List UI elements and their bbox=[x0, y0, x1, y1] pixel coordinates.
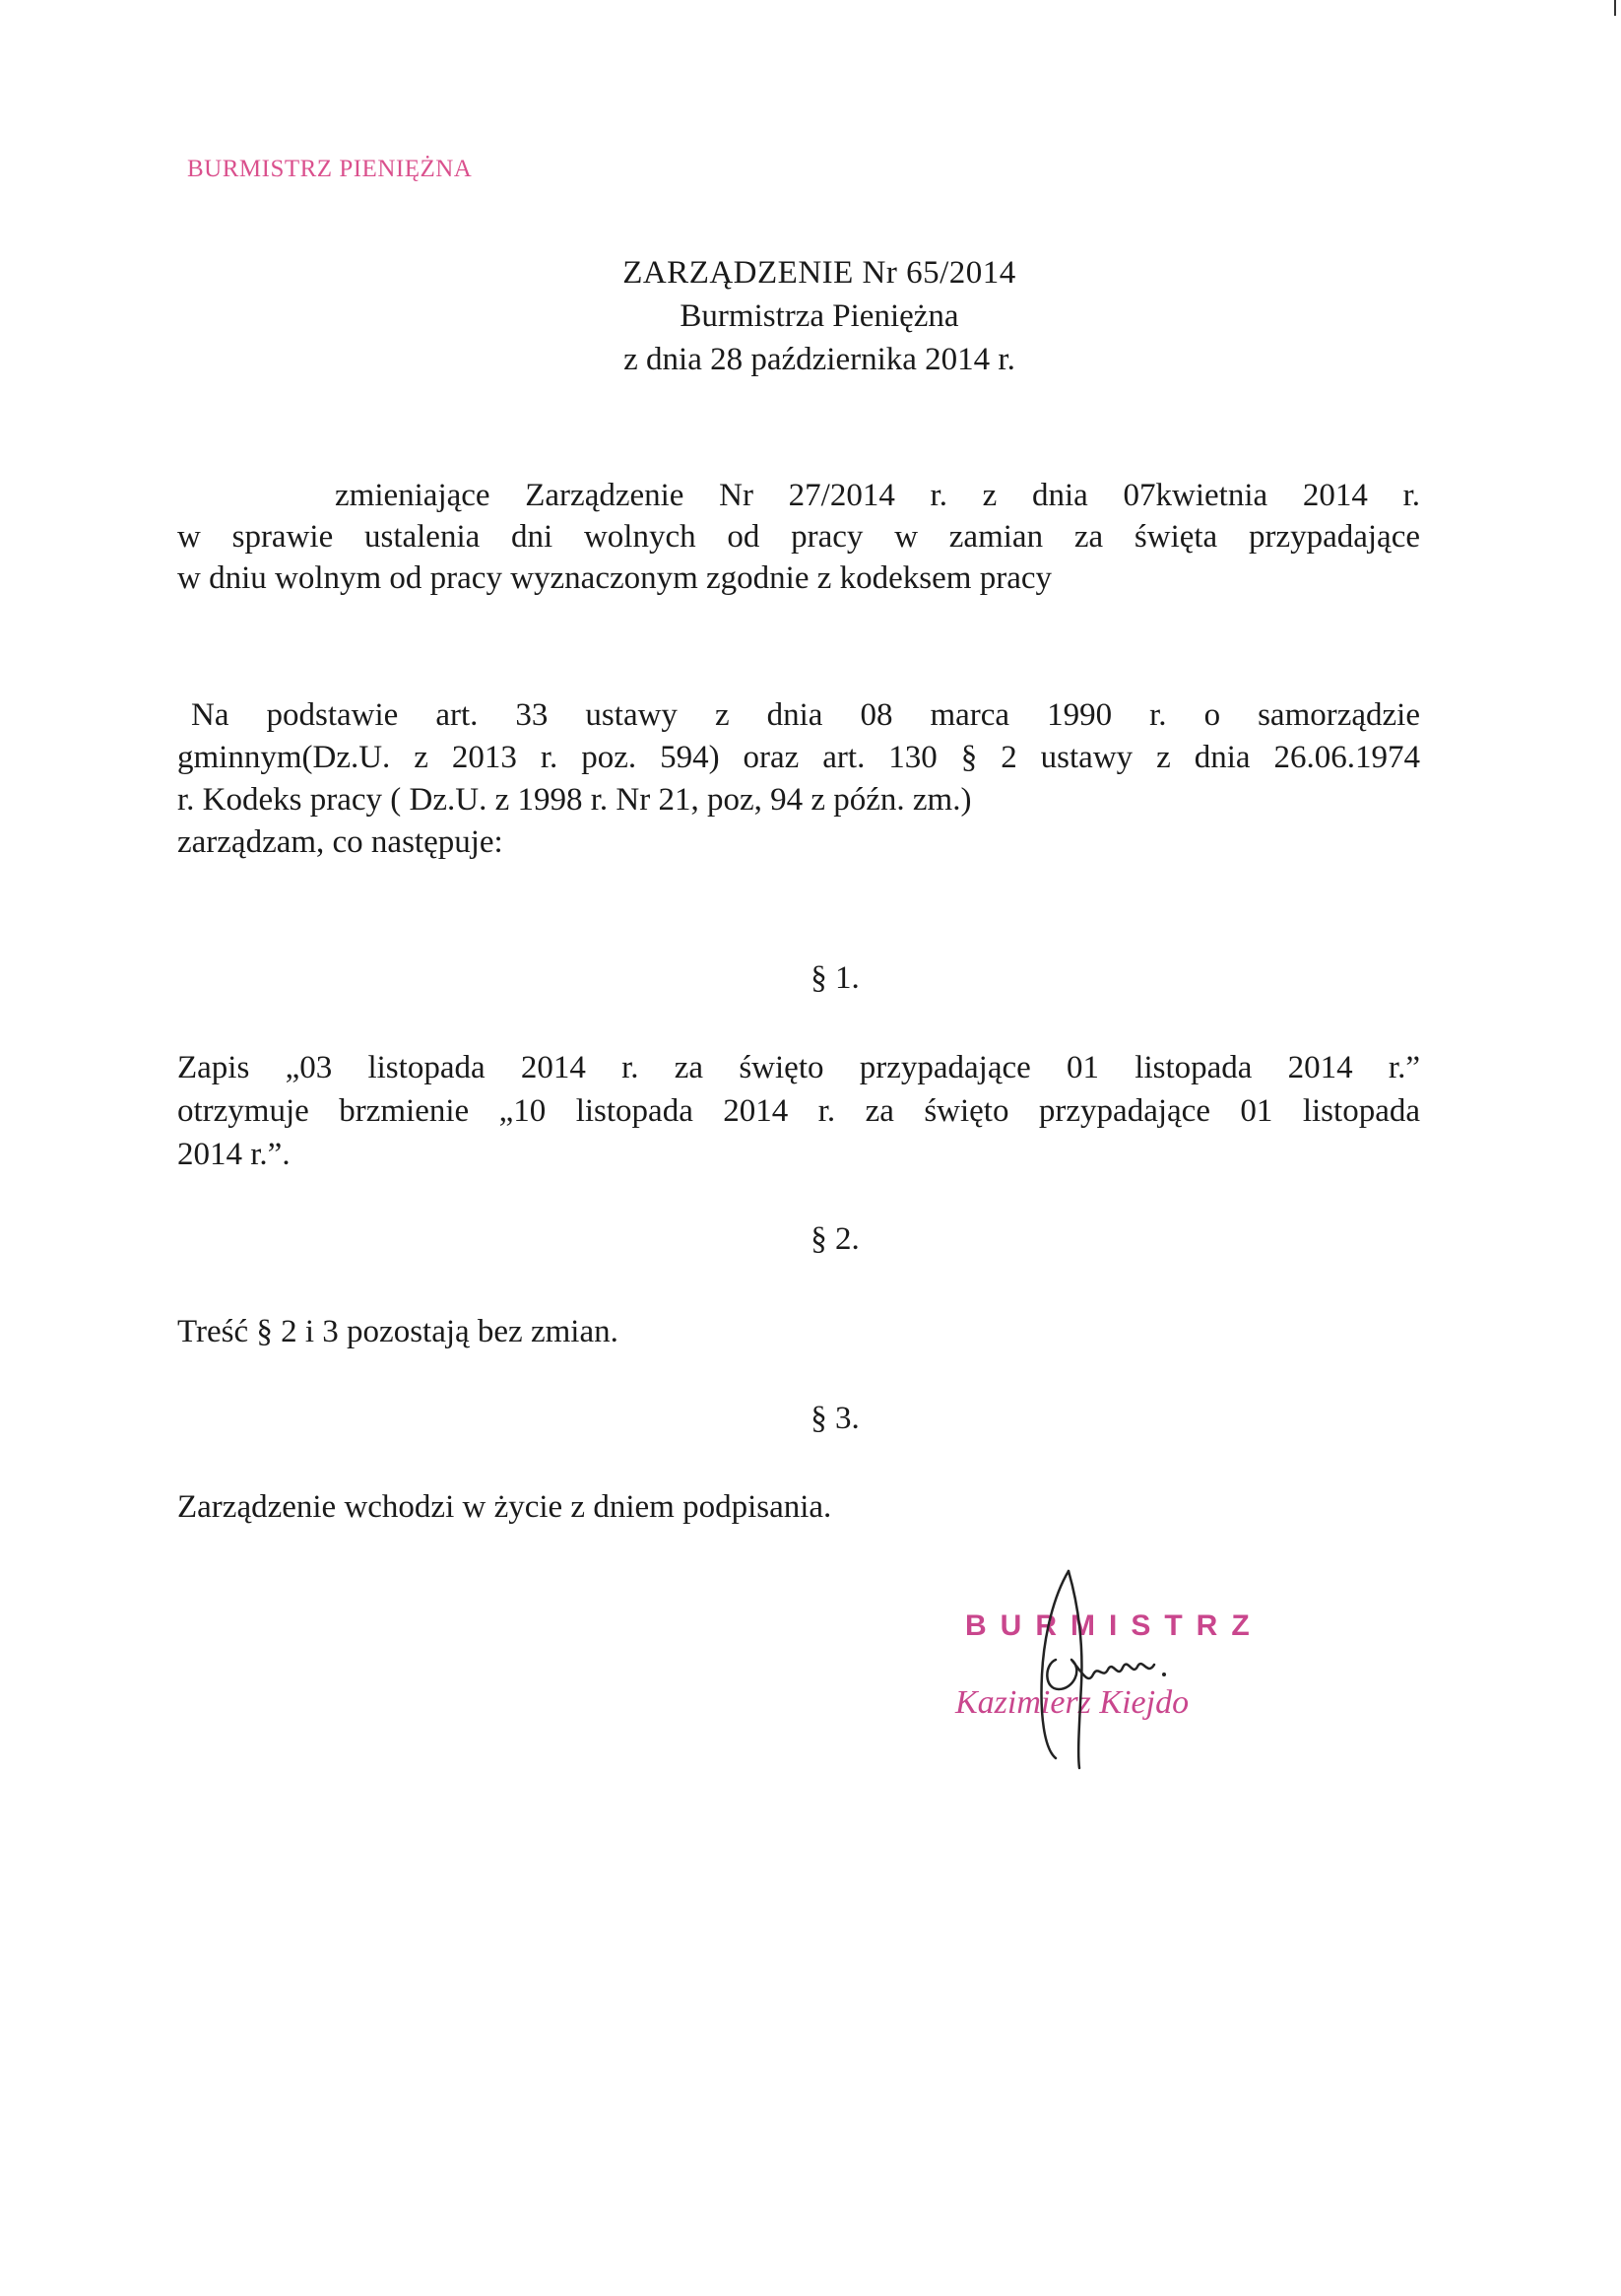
section-2-text bbox=[177, 1310, 1420, 1353]
section-1-text bbox=[177, 1046, 1420, 1176]
subject-line-2: w sprawie ustalenia dni wolnych od pracy w zamian za święta przypadające bbox=[177, 519, 1420, 555]
basis-line-3: r. Kodeks pracy ( Dz.U. z 1998 r. Nr 21, poz, 94 z późn. zm.) bbox=[177, 782, 972, 818]
basis-line-2: gminnym(Dz.U. z 2013 r. poz. 594) oraz art. 130 § 2 ustawy z dnia 26.06.1974 bbox=[177, 740, 1420, 775]
section-1-line-3: 2014 r.”. bbox=[177, 1137, 291, 1172]
section-3-line-1: Zarządzenie wchodzi w życie z dniem podpisania. bbox=[177, 1489, 832, 1525]
signature-stamp bbox=[945, 1566, 1264, 1783]
subject-line-3: w dniu wolnym od pracy wyznaczonym zgodnie z kodeksem pracy bbox=[177, 560, 1052, 596]
section-2-mark: § 2. bbox=[810, 1221, 860, 1257]
section-1-line-2: otrzymuje brzmienie „10 listopada 2014 r. za święto przypadające 01 listopada bbox=[177, 1093, 1420, 1129]
signature-title: BURMISTRZ bbox=[965, 1609, 1264, 1642]
signature-name: Kazimierz Kiejdo bbox=[955, 1684, 1190, 1721]
section-2-line-1: Treść § 2 i 3 pozostają bez zmian. bbox=[177, 1314, 618, 1349]
document-date: z dnia 28 października 2014 r. bbox=[623, 342, 1015, 377]
header-stamp: BURMISTRZ PIENIĘŻNA bbox=[187, 156, 473, 182]
basis-line-4: zarządzam, co następuje: bbox=[177, 824, 503, 860]
handwritten-signature bbox=[945, 1566, 1261, 1783]
page-edge-mark bbox=[1614, 0, 1616, 16]
document-title: ZARZĄDZENIE Nr 65/2014 bbox=[622, 255, 1016, 291]
document-issuer: Burmistrza Pieniężna bbox=[680, 298, 959, 334]
section-1-line-1: Zapis „03 listopada 2014 r. za święto przypadające 01 listopada 2014 r.” bbox=[177, 1050, 1420, 1085]
subject-line-1: zmieniające Zarządzenie Nr 27/2014 r. z dnia 07kwietnia 2014 r. bbox=[335, 478, 1420, 513]
document-title-block bbox=[0, 251, 1621, 381]
section-1-mark: § 1. bbox=[810, 960, 860, 996]
document-subject bbox=[177, 475, 1420, 599]
basis-line-1: Na podstawie art. 33 ustawy z dnia 08 marca 1990 r. o samorządzie bbox=[191, 697, 1420, 733]
section-3-mark: § 3. bbox=[810, 1401, 860, 1436]
section-3-text bbox=[177, 1485, 1420, 1529]
legal-basis bbox=[177, 694, 1420, 864]
